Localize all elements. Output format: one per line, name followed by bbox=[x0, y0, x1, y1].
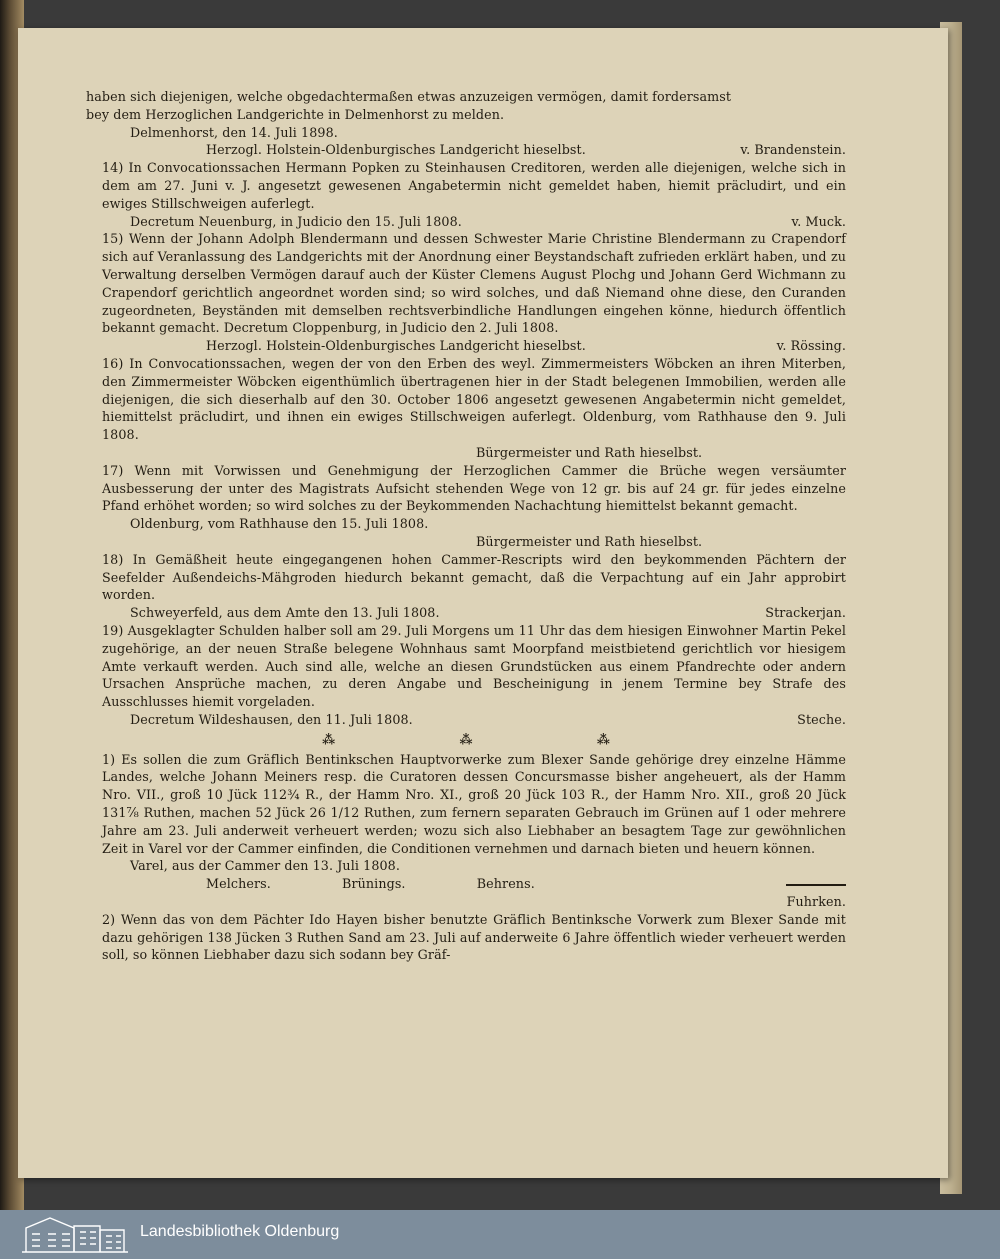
signatory: Steche. bbox=[797, 711, 846, 727]
page-text bbox=[86, 88, 846, 964]
library-footer bbox=[0, 1210, 1000, 1259]
court-name: Herzogl. Holstein-Oldenburgisches Landgericht hieselbst. bbox=[206, 338, 586, 354]
court-name: Herzogl. Holstein-Oldenburgisches Landgericht hieselbst. bbox=[206, 142, 586, 158]
signatory: Brünings. bbox=[342, 876, 406, 892]
signature-row bbox=[86, 141, 846, 159]
text-line: haben sich diejenigen, welche obgedachtermaßen etwas anzuzeigen vermögen, damit fordersamst bbox=[86, 89, 732, 104]
signatory: Bürgermeister und Rath hieselbst. bbox=[476, 533, 703, 549]
decree-line: Decretum Neuenburg, in Judicio den 15. Juli 1808. bbox=[130, 213, 462, 229]
signature-row bbox=[86, 711, 846, 729]
notice-15: 15) Wenn der Johann Adolph Blendermann und dessen Schwester Marie Christine Blendermann zu Crapendorf sich auf Veranlassung des Landgerichts mit der Anordnung einer Beystandschaft zufrieden erklärt haben, und zu Verwaltung derselben Vermögen darauf auch der Küster Clemens August Plochg und Johann Gerd Wichmann zu Crapendorf gerichtlich angeordnet worden sind; so wird solches, und daß Niemand ohne diese, den Curanden zugeordneten, Beyständen mit demselben rechtsverbindliche Handlungen eingehen könne, hiedurch öffentlich bekannt gemacht. Decretum Cloppenburg, in Judicio den 2. Juli 1808. bbox=[102, 231, 846, 336]
signatory: v. Brandenstein. bbox=[740, 142, 846, 158]
signature-row bbox=[86, 213, 846, 231]
place-date: Delmenhorst, den 14. Juli 1898. bbox=[130, 124, 338, 140]
place-date: Varel, aus der Cammer den 13. Juli 1808. bbox=[130, 858, 400, 874]
notice-16: 16) In Convocationssachen, wegen der von den Erben des weyl. Zimmermeisters Wöbcken an ihren Miterben, den Zimmermeister Wöbcken eigenthümlich übertragenen hier in der Stadt belegenen Immobilien, werden alle diejenigen, die sich dieserhalb auf den 30. October 1806 angesetzt gewesenen Angabetermin nicht gemeldet, hiemittelst präcludirt, und ihnen ein ewiges Stillschweigen auferlegt. Oldenburg, vom Rathhause den 9. Juli 1808. bbox=[102, 355, 846, 443]
signature-row bbox=[86, 875, 846, 893]
signatory: Strackerjan. bbox=[765, 605, 846, 621]
notice-14: 14) In Convocationssachen Hermann Popken zu Steinhausen Creditoren, werden alle diejenigen, welche sich in dem am 27. Juni v. J. angesetzt gewesenen Angabetermin nicht gemeldet haben, hiemit präcludirt, und ein ewiges Stillschweigen auferlegt. bbox=[102, 160, 846, 211]
decree-line: Decretum Wildeshausen, den 11. Juli 1808. bbox=[130, 711, 413, 727]
signatory: Bürgermeister und Rath hieselbst. bbox=[476, 444, 703, 460]
signatory: Melchers. bbox=[206, 876, 271, 892]
rule-line bbox=[786, 875, 846, 893]
notice-a1: 1) Es sollen die zum Gräflich Bentinkschen Hauptvorwerke zum Blexer Sande gehörige drey einzelne Hämme Landes, welche Johann Meiners resp. die Curatoren dessen Concursmasse bisher angeheuert, als der Hamm Nro. VII., groß 10 Jück 112¾ R., der Hamm Nro. XI., groß 20 Jück 103 R., der Hamm Nro. XII., groß 20 Jück 131⅞ Ruthen, machen 52 Jück 26 1/12 Ruthen, zum fernern separaten Gebrauch im Grünen auf 1 oder mehrere Jahre am 23. Juli anderweit verheuert werden; wozu sich also Liebhaber an besagtem Tage zur gewöhnlichen Zeit in Varel vor der Cammer einfinden, die Conditionen vernehmen und darnach bieten und heuern können. bbox=[102, 751, 846, 856]
signatory: v. Rössing. bbox=[776, 338, 846, 354]
signatory: Fuhrken. bbox=[786, 894, 846, 910]
section-divider: ⁂ ⁂ ⁂ bbox=[322, 731, 670, 747]
notice-19: 19) Ausgeklagter Schulden halber soll am 29. Juli Morgens um 11 Uhr das dem hiesigen Einwohner Martin Pekel zugehörige, an der neuen Straße belegene Wohnhaus samt Moorpfand meistbietend gerichtlich vor hiesigem Amte verkauft werden. Auch sind alle, welche an diesen Grundstücken aus einem Pfandrechte oder andern Ursachen Ansprüche machen, zu deren Angabe und Bescheinigung in jenem Termine bey Strafe des Ausschlusses hiemit vorgeladen. bbox=[102, 622, 846, 710]
place-date: Oldenburg, vom Rathhause den 15. Juli 1808. bbox=[130, 516, 429, 532]
signatory: v. Muck. bbox=[791, 213, 846, 229]
signatory: Behrens. bbox=[476, 876, 535, 892]
place-date: Schweyerfeld, aus dem Amte den 13. Juli 1808. bbox=[130, 605, 440, 621]
library-building-icon bbox=[20, 1214, 130, 1254]
text-line: bey dem Herzoglichen Landgerichte in Delmenhorst zu melden. bbox=[86, 106, 505, 122]
notice-17: 17) Wenn mit Vorwissen und Genehmigung der Herzoglichen Cammer die Brüche wegen versäumter Ausbesserung der unter des Magistrats Aufsicht stehenden Wege von 12 gr. bis auf 24 gr. für jedes einzelne Pfand erhöhet worden; so wird solches zu der Beykommenden Nachachtung hiemittelst bekannt gemacht. bbox=[102, 462, 846, 514]
signature-row bbox=[86, 337, 846, 355]
notice-a2: 2) Wenn das von dem Pächter Ido Hayen bisher benutzte Gräflich Bentinksche Vorwerk zum Blexer Sande mit dazu gehörigen 138 Jücken 3 Ruthen Sand am 23. Juli auf anderweite 6 Jahre öffentlich wieder verheuert werden soll, so können Liebhaber dazu sich sodann bey Gräf- bbox=[102, 911, 846, 963]
notice-18: 18) In Gemäßheit heute eingegangenen hohen Cammer-Rescripts wird den beykommenden Pächtern der Seefelder Außendeichs-Mähgroden hiedurch bekannt gemacht, daß die Verpachtung auf ein Jahr approbirt worden. bbox=[102, 551, 846, 603]
signature-row bbox=[86, 604, 846, 622]
library-name: Landesbibliothek Oldenburg bbox=[140, 1223, 340, 1240]
